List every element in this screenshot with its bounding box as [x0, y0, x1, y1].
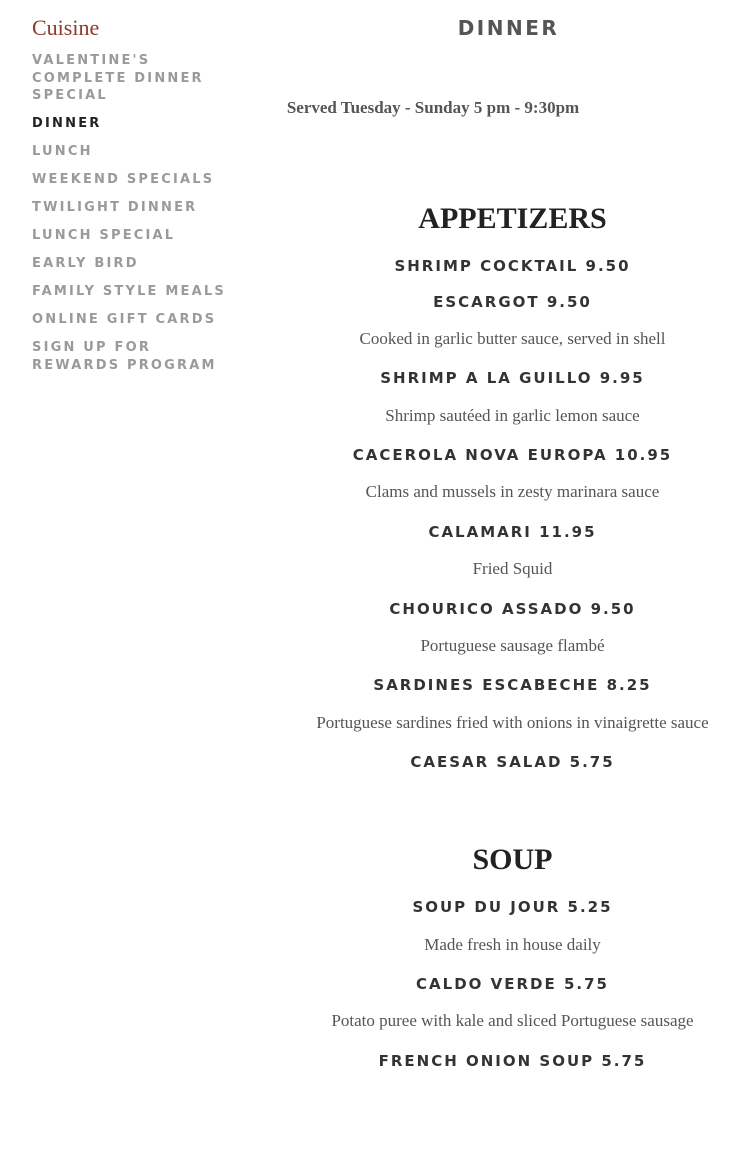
sidebar-item-weekend-specials[interactable]: WEEKEND SPECIALS	[32, 172, 215, 187]
menu-item-name: FRENCH ONION SOUP 5.75	[378, 1052, 647, 1070]
menu-item-description: Fried Squid	[472, 559, 553, 578]
sidebar-item-family-style-meals[interactable]: FAMILY STYLE MEALS	[32, 284, 226, 299]
sidebar-title: Cuisine	[32, 15, 100, 40]
menu-item-description: Shrimp sautéed in garlic lemon sauce	[385, 406, 640, 425]
sidebar-nav	[32, 52, 232, 374]
sidebar-item-early-bird[interactable]: EARLY BIRD	[32, 256, 139, 271]
soup-heading: SOUP	[472, 843, 553, 876]
menu-item-description: Cooked in garlic butter sauce, served in shell	[359, 329, 666, 348]
served-hours: Served Tuesday - Sunday 5 pm - 9:30pm	[286, 98, 580, 117]
menu-item-description: Made fresh in house daily	[424, 935, 601, 954]
menu-item-name: CALDO VERDE 5.75	[416, 975, 609, 993]
sidebar-item-valentines-special[interactable]: VALENTINE'S COMPLETE DINNER SPECIAL	[32, 53, 204, 103]
page-title: DINNER	[457, 16, 560, 40]
sidebar-item-dinner[interactable]: DINNER	[32, 116, 102, 131]
menu-item-description: Portuguese sausage flambé	[420, 636, 605, 655]
menu-item-name: CAESAR SALAD 5.75	[410, 753, 615, 771]
menu-item-name: CACEROLA NOVA EUROPA 10.95	[352, 446, 673, 464]
sidebar-item-lunch-special[interactable]: LUNCH SPECIAL	[32, 228, 176, 243]
appetizers-heading: APPETIZERS	[418, 202, 607, 235]
sidebar	[32, 14, 232, 385]
menu-item-name: SHRIMP COCKTAIL 9.50	[394, 257, 631, 275]
sidebar-item-lunch[interactable]: LUNCH	[32, 144, 93, 159]
menu-item-description: Portuguese sardines fried with onions in vinaigrette sauce	[316, 713, 709, 732]
sidebar-item-rewards-program[interactable]: SIGN UP FOR REWARDS PROGRAM	[32, 340, 217, 373]
menu-item-name: ESCARGOT 9.50	[433, 293, 592, 311]
menu-item-description: Clams and mussels in zesty marinara sauce	[365, 482, 660, 501]
sidebar-item-online-gift-cards[interactable]: ONLINE GIFT CARDS	[32, 312, 217, 327]
menu-item-description: Potato puree with kale and sliced Portuguese sausage	[331, 1011, 694, 1030]
menu-item-name: SHRIMP A LA GUILLO 9.95	[380, 369, 645, 387]
menu-item-name: SOUP DU JOUR 5.25	[412, 898, 613, 916]
menu-item-name: CALAMARI 11.95	[428, 523, 597, 541]
sidebar-item-twilight-dinner[interactable]: TWILIGHT DINNER	[32, 200, 198, 215]
menu-item-name: CHOURICO ASSADO 9.50	[389, 600, 636, 618]
menu-item-name: SARDINES ESCABECHE 8.25	[373, 676, 652, 694]
